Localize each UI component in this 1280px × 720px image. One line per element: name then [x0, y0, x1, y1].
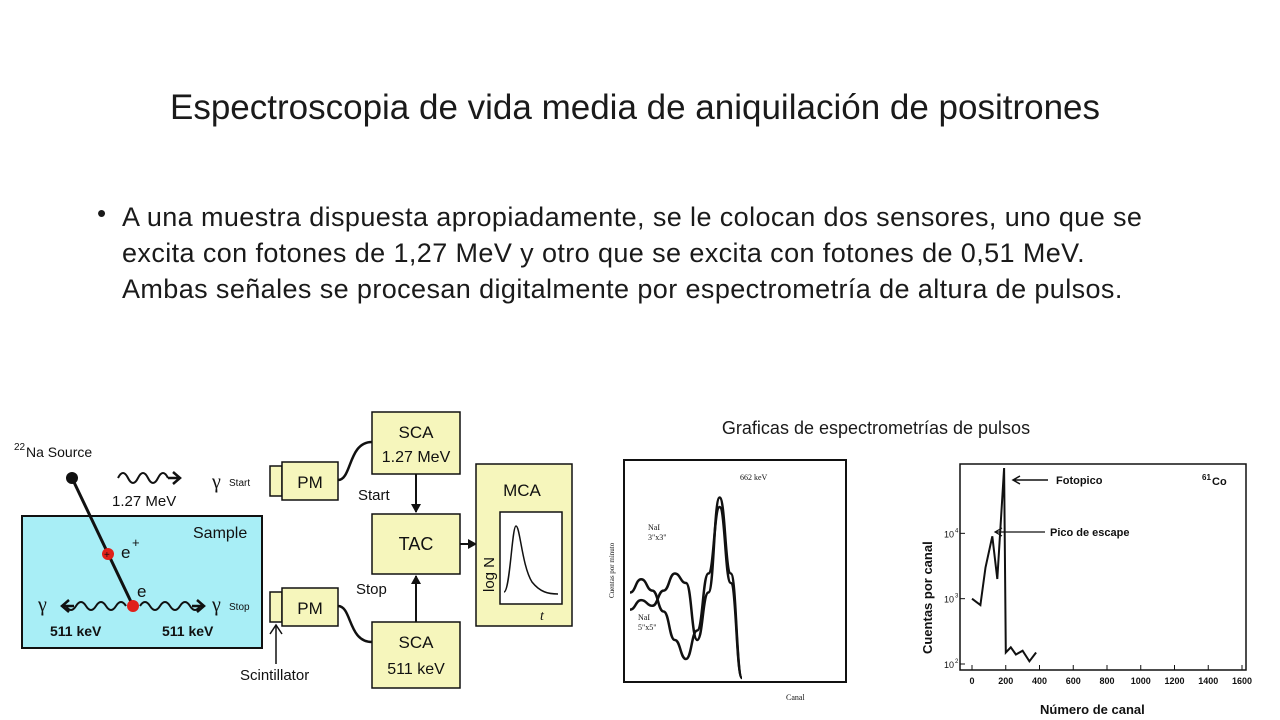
spec2-xtick-label: 600	[1065, 676, 1081, 686]
sca-bottom-line2: 511 keV	[387, 661, 445, 678]
spec2-xtick-label: 200	[998, 676, 1014, 686]
nai-spectrum-chart	[600, 458, 860, 720]
spec2-xtick-label: 1400	[1198, 676, 1219, 686]
spec2-xlabel: Número de canal	[1040, 702, 1145, 717]
spec2-ytick-label: 10	[944, 529, 955, 540]
spec2-ytick-label: 10	[944, 594, 955, 605]
spec1-annotation-nai3: NaI	[648, 523, 660, 532]
co-spectrum-chart	[900, 458, 1276, 720]
energy-start-label: 1.27 MeV	[112, 493, 177, 510]
stop-label: Stop	[356, 581, 387, 598]
spec2-ytick-exponent: 2	[955, 659, 959, 665]
spec2-annotation-escape: Pico de escape	[1050, 527, 1130, 539]
spec2-xtick-label: 1600	[1231, 676, 1253, 686]
gamma-stop-symbol: γ	[212, 594, 221, 616]
energy-511-right: 511 keV	[162, 623, 214, 639]
stop-subscript: Stop	[229, 602, 250, 613]
start-label: Start	[358, 487, 390, 504]
source-label: Na Source	[26, 444, 93, 460]
spec2-xtick-label: 1200	[1164, 676, 1185, 686]
spec2-ylabel: Cuentas por canal	[920, 541, 935, 654]
spec2-xtick-label: 400	[1031, 676, 1048, 686]
electron-label: e	[137, 582, 147, 601]
sample-label: Sample	[193, 525, 248, 542]
positron-plus-glyph: +	[104, 550, 110, 561]
bullet-dot: •	[97, 198, 107, 228]
spec2-ytick-exponent: 4	[955, 528, 959, 535]
mca-ylabel: log N	[481, 556, 498, 592]
mca-xlabel: t	[540, 609, 544, 624]
spec1-annotation-5x5: 5"x5"	[638, 623, 657, 632]
bullet-text: A una muestra dispuesta apropiadamente, se le colocan dos sensores, uno que se excita con fotones de 1,27 MeV y otro que se excita con fotones de 0,51 MeV. Ambas señales se procesan digitalmente por espectrometría de altura de pulsos.	[122, 202, 1143, 304]
mca-label: MCA	[503, 481, 541, 500]
pm-bottom-label: PM	[297, 599, 323, 618]
spec2-annotation-fotopico: Fotopico	[1056, 475, 1103, 487]
spec1-annotation-peak: 662 keV	[740, 473, 768, 482]
start-subscript: Start	[229, 478, 251, 489]
sca-bottom-line1: SCA	[398, 633, 434, 652]
sca-top-line2: 1.27 MeV	[381, 449, 451, 466]
tac-label: TAC	[398, 534, 434, 554]
spec1-annotation-nai5: NaI	[638, 613, 650, 622]
pals-diagram	[0, 396, 590, 720]
spec2-ytick-exponent: 3	[955, 593, 959, 600]
positron-label: e	[121, 543, 131, 562]
sca-bottom-box	[372, 622, 460, 688]
spec1-annotation-3x3: 3"x3"	[648, 533, 667, 542]
positron-sup: +	[132, 535, 140, 550]
pm-top-label: PM	[297, 473, 323, 492]
source-sup: 22	[14, 442, 26, 453]
slide-title: Espectroscopia de vida media de aniquilación de positrones	[169, 88, 1101, 127]
spec2-xtick-label: 1000	[1130, 676, 1151, 686]
spec2-co-label: Co	[1212, 476, 1227, 488]
pm-bottom-window	[270, 592, 282, 622]
gamma-left-symbol: γ	[38, 594, 47, 616]
spec2-ytick-label: 10	[944, 660, 955, 670]
annihilation-marker	[127, 600, 139, 612]
energy-511-left: 511 keV	[50, 623, 102, 639]
pm-top-window	[270, 466, 282, 496]
charts-caption: Graficas de espectrometrías de pulsos	[721, 418, 1031, 438]
scintillator-label: Scintillator	[240, 667, 310, 684]
gamma-start-symbol: γ	[212, 471, 221, 493]
spec2-xtick-label: 0	[969, 676, 975, 686]
sca-top-line1: SCA	[398, 423, 434, 442]
mca-screen	[500, 512, 562, 604]
spec2-xtick-label: 800	[1099, 676, 1115, 686]
spec1-ylabel: Cuentas por minuto	[608, 542, 616, 598]
spec2-co-super: 61	[1202, 473, 1211, 482]
spec1-xlabel: Canal	[786, 693, 805, 702]
